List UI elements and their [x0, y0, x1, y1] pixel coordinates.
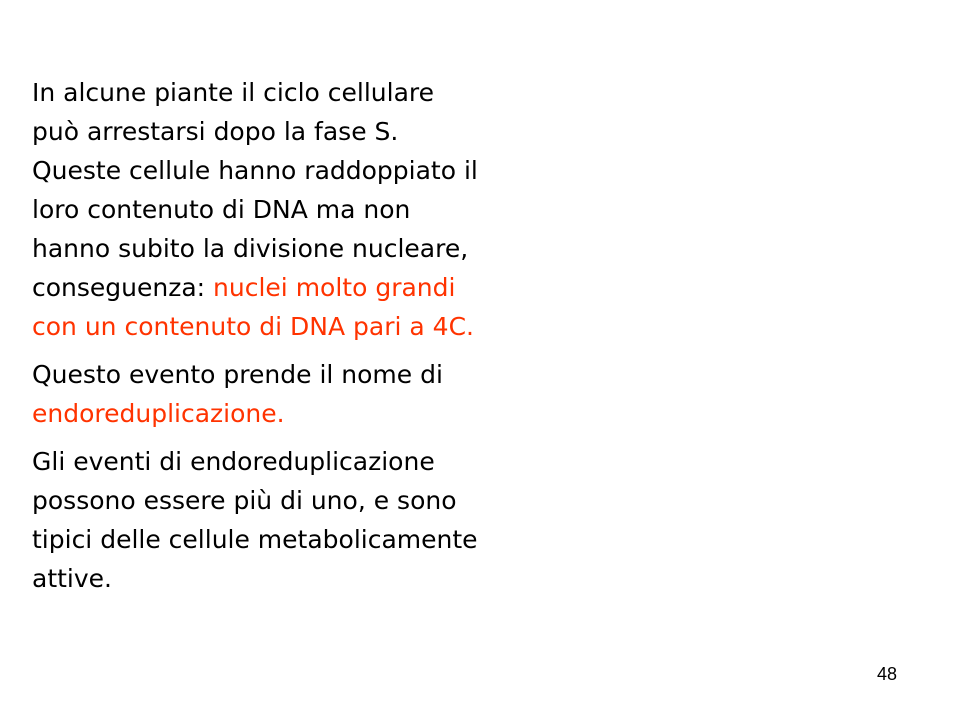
text-line: attive.	[32, 564, 112, 593]
text-line: tipici delle cellule metabolicamente	[32, 525, 478, 554]
text-line: può arrestarsi dopo la fase S.	[32, 117, 399, 146]
highlight-text: con un contenuto di DNA pari a 4C.	[32, 312, 474, 341]
highlight-term: endoreduplicazione.	[32, 399, 285, 428]
text-fragment: conseguenza:	[32, 273, 214, 302]
paragraph-spacer	[32, 346, 592, 355]
text-line: Queste cellule hanno raddoppiato il	[32, 156, 478, 185]
text-line: possono essere più di uno, e sono	[32, 486, 457, 515]
paragraph-endoreduplication	[32, 442, 592, 598]
slide-body	[32, 73, 592, 598]
paragraph-event-name	[32, 355, 592, 433]
paragraph-spacer	[32, 433, 592, 442]
text-line: loro contenuto di DNA ma non	[32, 195, 411, 224]
text-line: In alcune piante il ciclo cellulare	[32, 78, 435, 107]
text-line: Gli eventi di endoreduplicazione	[32, 447, 435, 476]
page-number: 48	[877, 664, 898, 684]
text-line-mixed	[32, 268, 592, 307]
highlight-text: nuclei molto grandi	[213, 273, 456, 302]
text-line: hanno subito la divisione nucleare,	[32, 234, 469, 263]
text-line: Questo evento prende il nome di	[32, 360, 443, 389]
paragraph-cell-cycle	[32, 73, 592, 346]
